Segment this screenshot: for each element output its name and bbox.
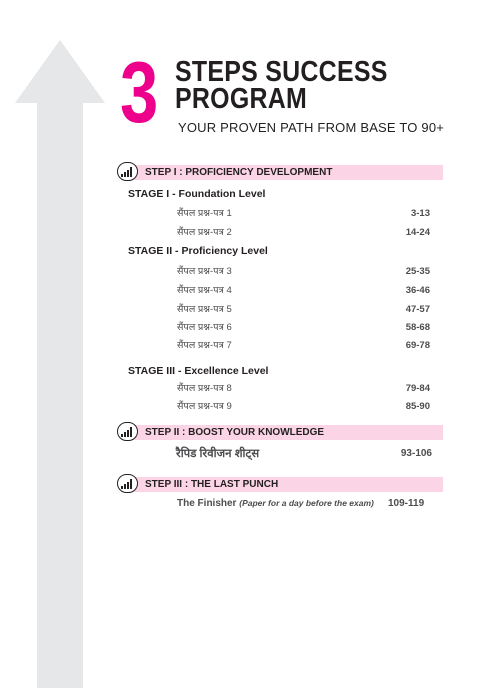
paper-8-label: सैंपल प्रश्न-पत्र 8 bbox=[177, 383, 232, 394]
paper-9-label: सैंपल प्रश्न-पत्र 9 bbox=[177, 401, 232, 412]
finisher-note: (Paper for a day before the exam) bbox=[239, 498, 374, 508]
paper-5-label: सैंपल प्रश्न-पत्र 5 bbox=[177, 304, 232, 315]
step-1-bar bbox=[121, 165, 443, 180]
step-2-label: STEP II : BOOST YOUR KNOWLEDGE bbox=[145, 427, 325, 438]
paper-3-label: सैंपल प्रश्न-पत्र 3 bbox=[177, 266, 232, 277]
title-line-2: PROGRAM bbox=[175, 83, 308, 115]
paper-8-pages: 79-84 bbox=[405, 383, 430, 394]
signal-icon bbox=[117, 162, 138, 181]
paper-6-label: सैंपल प्रश्न-पत्र 6 bbox=[177, 322, 232, 333]
paper-1-pages: 3-13 bbox=[410, 208, 430, 219]
stage-1-heading: STAGE I - Foundation Level bbox=[128, 188, 266, 200]
paper-4-label: सैंपल प्रश्न-पत्र 4 bbox=[177, 285, 232, 296]
revision-sheets-pages: 93-106 bbox=[400, 448, 432, 459]
revision-sheets-label: रैपिड रिवीजन शीट्स bbox=[176, 448, 260, 460]
finisher-entry bbox=[177, 498, 374, 509]
signal-icon bbox=[117, 474, 138, 493]
stage-2-heading: STAGE II - Proficiency Level bbox=[128, 245, 268, 257]
paper-4-pages: 36-46 bbox=[405, 285, 430, 296]
paper-2-label: सैंपल प्रश्न-पत्र 2 bbox=[177, 227, 232, 238]
page-title bbox=[175, 56, 388, 115]
paper-6-pages: 58-68 bbox=[405, 322, 430, 333]
paper-7-pages: 69-78 bbox=[405, 340, 430, 351]
step-1-label: STEP I : PROFICIENCY DEVELOPMENT bbox=[145, 167, 333, 178]
step-3-bar bbox=[121, 477, 443, 492]
paper-5-pages: 47-57 bbox=[405, 304, 430, 315]
paper-1-label: सैंपल प्रश्न-पत्र 1 bbox=[177, 208, 232, 219]
signal-icon bbox=[117, 422, 138, 441]
stage-3-heading: STAGE III - Excellence Level bbox=[128, 365, 269, 377]
paper-7-label: सैंपल प्रश्न-पत्र 7 bbox=[177, 340, 232, 351]
title-line-1: STEPS SUCCESS bbox=[175, 56, 388, 88]
step-3-label: STEP III : THE LAST PUNCH bbox=[145, 479, 279, 490]
finisher-pages: 109-119 bbox=[388, 498, 425, 509]
page-subtitle: YOUR PROVEN PATH FROM BASE TO 90+ bbox=[178, 120, 445, 135]
step-2-bar bbox=[121, 425, 443, 440]
paper-9-pages: 85-90 bbox=[405, 401, 430, 412]
paper-2-pages: 14-24 bbox=[405, 227, 430, 238]
finisher-label: The Finisher bbox=[177, 498, 237, 509]
step-count-number: 3 bbox=[120, 45, 159, 141]
paper-3-pages: 25-35 bbox=[405, 266, 430, 277]
